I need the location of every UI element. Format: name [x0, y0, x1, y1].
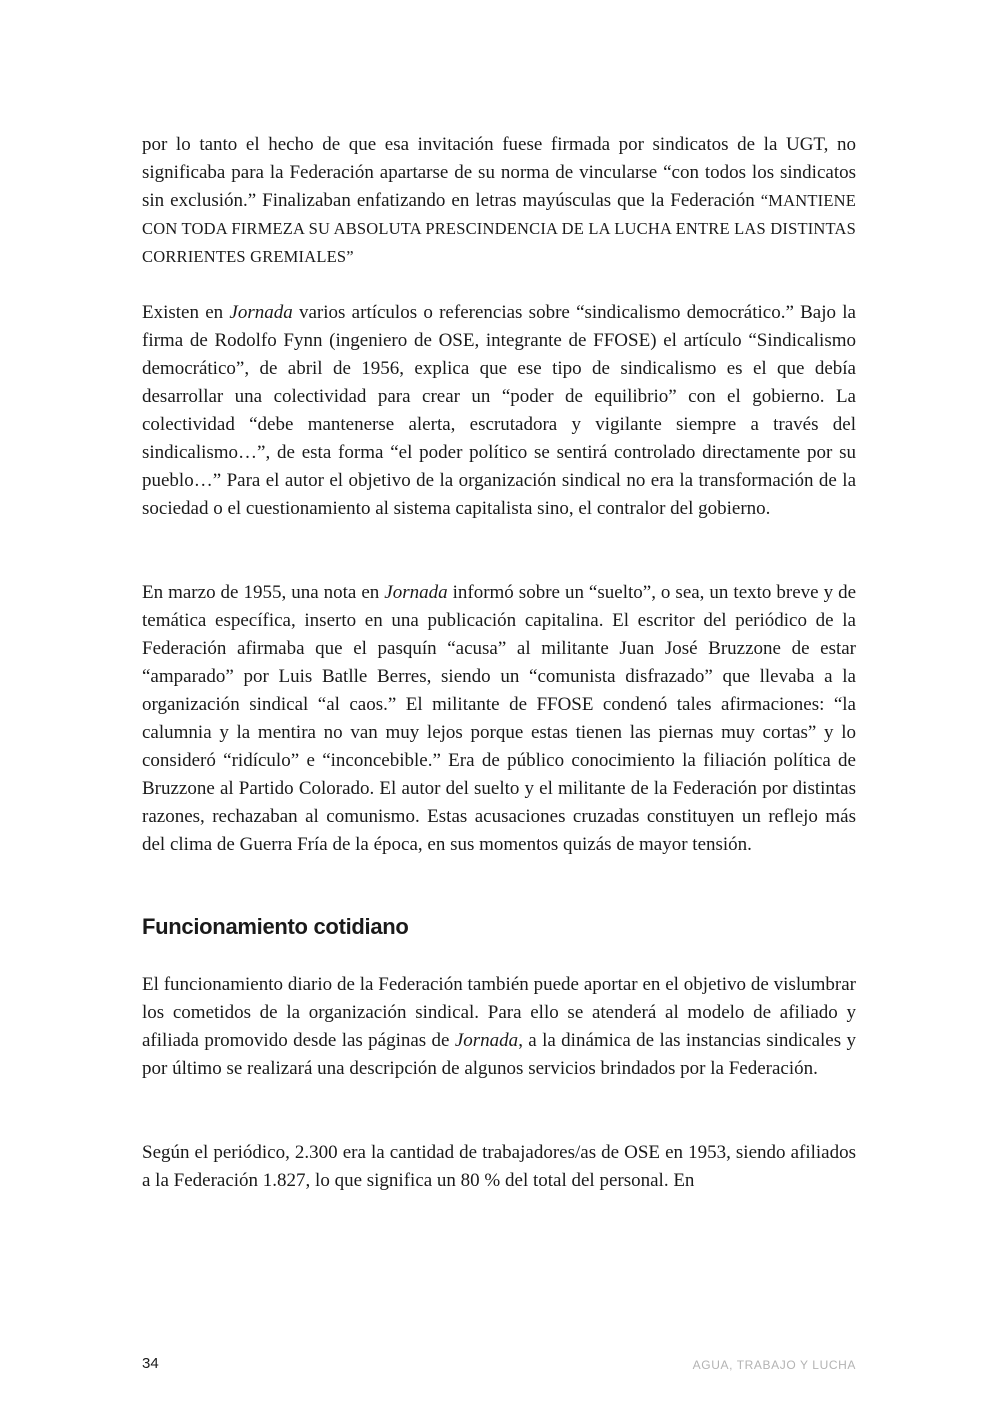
paragraph-2-italic-jornada: Jornada: [229, 302, 293, 323]
paragraph-5: [142, 1139, 856, 1195]
paragraph-3-italic-jornada: Jornada: [384, 582, 448, 603]
running-footer-title: AGUA, TRABAJO Y LUCHA: [692, 1358, 856, 1372]
paragraph-3-text-start: En marzo de 1955, una nota en: [142, 582, 385, 603]
paragraph-5-text: Según el periódico, 2.300 era la cantidad de trabajadores/as de OSE en 1953, siendo afiliados a la Federación 1.827, lo que significa un 80 % del total del personal. En: [142, 1142, 856, 1191]
paragraph-1-uppercase-quote: “MANTIENE CON TODA FIRMEZA SU ABSOLUTA PRESCINDENCIA DE LA LUCHA ENTRE LAS DISTINTAS CORRIENTES GREMIALES”: [142, 191, 856, 266]
page-number: 34: [142, 1355, 159, 1372]
paragraph-2: [142, 299, 856, 523]
section-heading: Funcionamiento cotidiano: [142, 914, 409, 939]
paragraph-3: [142, 579, 856, 859]
paragraph-4-text-end: , a la dinámica de las instancias sindicales y por último se realizará una descripción de algunos servicios brindados por la Federación.: [142, 1030, 856, 1079]
paragraph-1: [142, 131, 856, 271]
paragraph-4: [142, 971, 856, 1083]
paragraph-4-text-start: El funcionamiento diario de la Federación también puede aportar en el objetivo de vislumbrar los cometidos de la organización sindical. Para ello se atenderá al modelo de afiliado y afiliada promovido desde las páginas de: [142, 974, 856, 1051]
paragraph-3-text-end: informó sobre un “suelto”, o sea, un texto breve y de temática específica, inserto en una publicación capitalina. El escritor del periódico de la Federación afirmaba que el pasquín “acusa” al militante Juan José Bruzzone de estar “amparado” por Luis Batlle Berres, siendo un “comunista disfrazado” que llevaba a la organización sindical “al caos.” El militante de FFOSE condenó tales afirmaciones: “la calumnia y la mentira no van muy lejos porque estas tienen las piernas muy cortas” y lo consideró “ridículo” e “inconcebible.” Era de público conocimiento la filiación política de Bruzzone al Partido Colorado. El autor del suelto y el militante de la Federación por distintas razones, rechazaban al comunismo. Estas acusaciones cruzadas constituyen un reflejo más del clima de Guerra Fría de la época, en sus momentos quizás de mayor tensión.: [142, 582, 856, 855]
paragraph-2-text-start: Existen en: [142, 302, 230, 323]
paragraph-1-text: por lo tanto el hecho de que esa invitación fuese firmada por sindicatos de la UGT, no significaba para la Federación apartarse de su norma de vincularse “con todos los sindicatos sin exclusión.” Finalizaban enfatizando en letras mayúsculas que la Federación: [142, 134, 856, 211]
paragraph-2-text-end: varios artículos o referencias sobre “sindicalismo democrático.” Bajo la firma de Rodolfo Fynn (ingeniero de OSE, integrante de FFOSE) el artículo “Sindicalismo democrático”, de abril de 1956, explica que ese tipo de sindicalismo es el que debía desarrollar una colectividad para crear un “poder de equilibrio” con el gobierno. La colectividad “debe mantenerse alerta, escrutadora y vigilante siempre a través del sindicalismo…”, de esta forma “el poder político se sentirá controlado directamente por su pueblo…” Para el autor el objetivo de la organización sindical no era la transformación de la sociedad o el cuestionamiento al sistema capitalista sino, el contralor del gobierno.: [142, 302, 856, 519]
paragraph-4-italic-jornada: Jornada: [454, 1030, 519, 1051]
